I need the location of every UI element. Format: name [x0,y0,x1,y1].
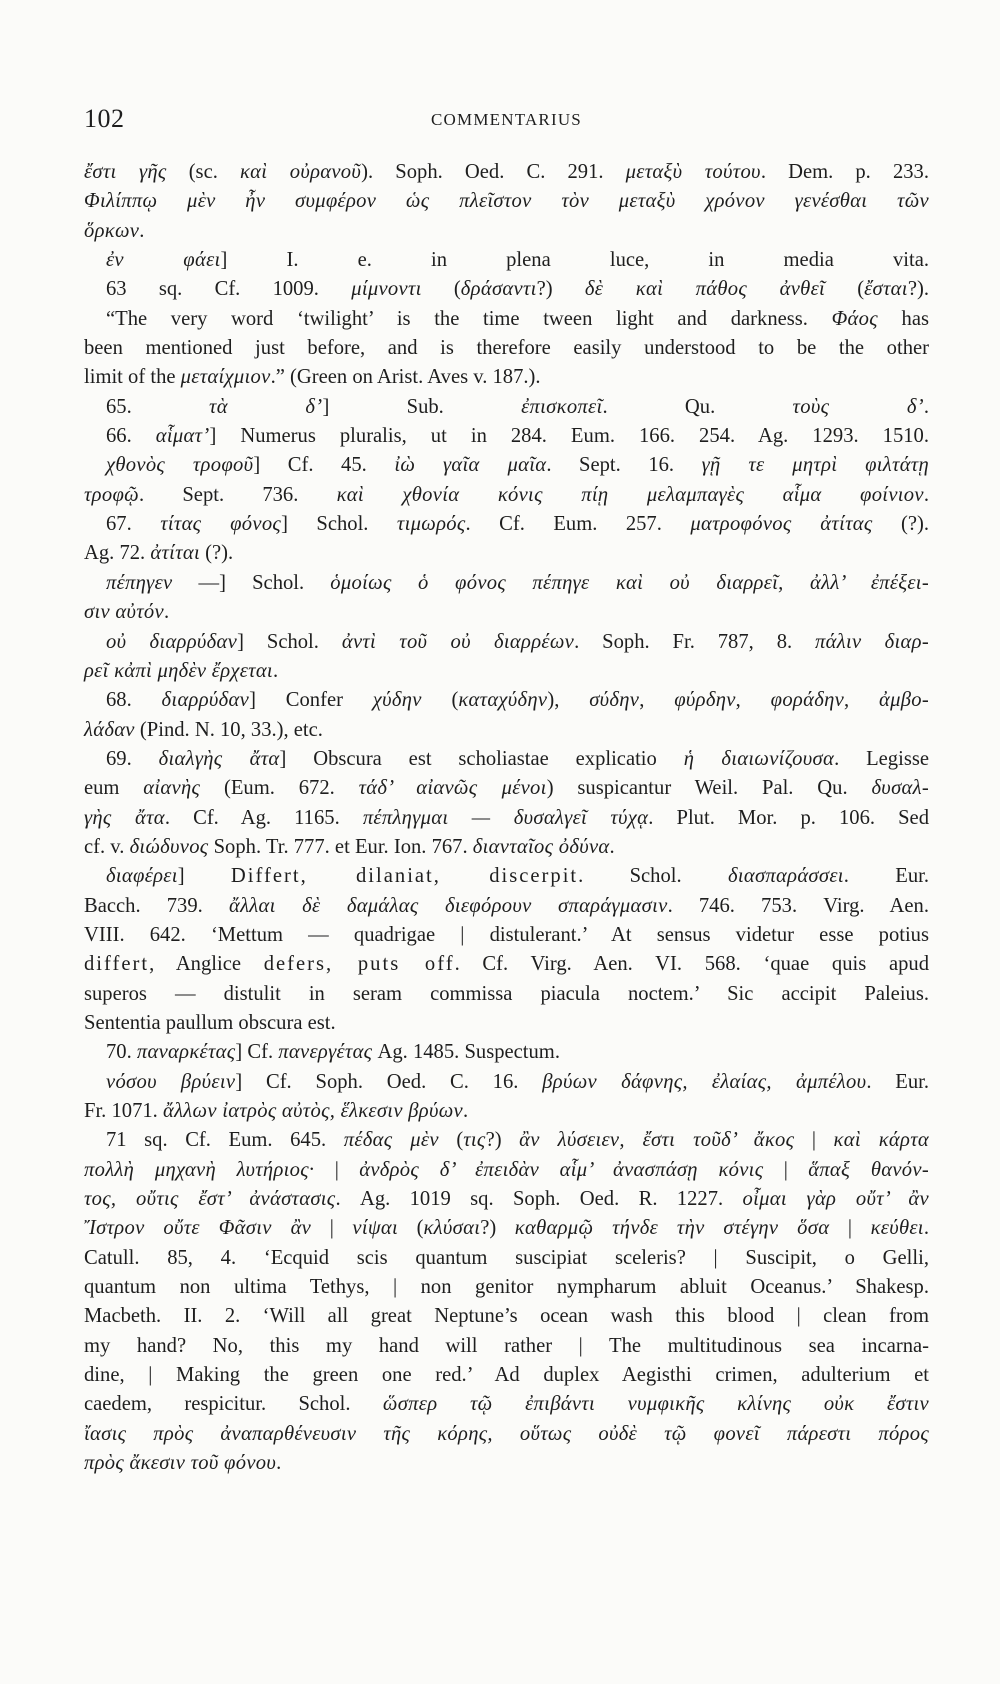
text-line [84,1097,929,1126]
text-segment: Φάος [831,307,878,330]
text-segment: Ag. 1485. Suspectum. [372,1041,560,1064]
text-segment: ] Sub. [322,395,522,418]
text-line [84,1361,929,1390]
text-segment: πάλιν διαρ- [815,630,929,653]
text-line [84,539,929,568]
text-segment: has [877,307,929,330]
text-segment: been mentioned just before, and is therefore easily understood to be the other [84,337,929,360]
text-segment: , [735,689,771,712]
text-line [84,892,929,921]
text-segment: ] Cf. Soph. Oed. C. 16. [235,1070,543,1093]
text-segment: ). Soph. Oed. C. 291. [361,161,626,183]
text-line [84,246,929,275]
text-line [84,1332,929,1361]
text-segment: . [923,483,929,506]
text-segment: . Cf. Ag. 1165. [164,806,363,829]
text-segment: 66. [106,425,156,448]
text-segment: . Soph. Fr. 787, 8. [574,630,816,653]
text-segment: ( [398,1217,424,1240]
text-segment: Macbeth. II. 2. ‘Will all great Neptune’s ocean wash this blood | clean from [84,1305,929,1328]
text-segment: . [272,659,279,682]
text-segment: ] Schol. [237,630,342,653]
text-segment: ἐν φάει [106,249,221,272]
text-line [84,1302,929,1331]
text-line [84,774,929,803]
text-segment: τάδ’ αἰανῶς μένοι [358,777,547,800]
text-segment: ἀνδρὸς δ’ ἐπειδὰν αἷμ’ ἀνασπάσῃ κόνις [359,1158,764,1181]
text-segment: ] Confer [249,689,373,712]
text-segment: δὲ καὶ πάθος ἀνθεῖ [584,278,826,301]
text-segment: γῇ τε μητρὶ φιλτάτῃ [701,454,929,477]
text-segment: ] I. e. in plena luce, in media vita. [220,249,929,272]
text-line [84,275,929,304]
text-segment: ἀμβο- [879,689,930,712]
text-segment: ( [438,1129,464,1152]
text-segment: σύδην [589,689,640,712]
text-line [84,716,929,745]
text-segment: καὶ οὐρανοῦ [239,161,362,183]
text-line [84,1068,929,1097]
text-line [84,1156,929,1185]
text-segment: ἴασις πρὸς ἀναπαρθένευσιν τῆς κόρης, οὕτως οὐδὲ τῷ φονεῖ πάρεστι πόρος [84,1422,929,1445]
text-segment: . Sept. 16. [546,454,702,477]
text-segment: differt [84,953,150,976]
text-line [84,1273,929,1302]
text-line [84,1449,929,1478]
text-segment: Soph. Tr. 777. et Eur. Ion. 767. [208,835,473,858]
text-line [84,481,929,510]
text-segment: cf. v. [84,835,130,858]
text-segment: . Qu. [602,395,793,418]
text-segment: αἰανὴς [143,777,201,800]
text-line [84,686,929,715]
text-segment: . Eur. [866,1070,930,1093]
text-segment: τίτας φόνος [160,513,282,536]
text-segment: (?). [872,513,929,536]
text-segment: eum [84,777,144,800]
text-segment: Ἴστρον οὔτε Φᾶσιν ἂν [84,1217,312,1240]
text-segment: (?). [199,542,234,565]
text-segment: δυσαλ- [871,777,930,800]
text-line [84,451,929,480]
text-line [84,363,929,392]
commentary-text [84,158,929,1478]
text-segment: . Cf. Virg. Aen. VI. 568. ‘quae quis apud [454,953,929,976]
page-number: 102 [84,104,125,133]
text-segment: διώδυνος [129,835,209,858]
text-segment: 65. [106,395,210,418]
text-line [84,1244,929,1273]
text-segment: διασπαράσσει [727,865,844,888]
text-line [84,950,929,979]
text-segment: ?) [485,1129,520,1152]
text-segment: ἀντὶ τοῦ οὐ διαρρέων [341,630,575,653]
text-segment: πέπηγεν [106,571,173,594]
text-segment: ἔσται [864,278,908,301]
text-line [84,305,929,334]
text-segment: .” (Green on Arist. Aves v. 187.). [270,366,541,389]
text-segment: . [276,1452,282,1475]
text-segment: πρὸς ἄκεσιν τοῦ φόνου [84,1452,277,1475]
text-segment: 71 sq. Cf. Eum. 645. [106,1129,344,1152]
text-line [84,745,929,774]
text-segment: ] Obscura est scholiastae explicatio [279,747,684,770]
text-segment: ] Schol. [281,513,397,536]
text-segment: limit of the [84,366,181,389]
text-segment: quantum non ultima Tethys, | non genitor nympharum abluit Oceanus.’ Shakesp. [84,1276,929,1299]
text-segment: δράσαντι [460,278,537,301]
text-line [84,628,929,657]
text-segment: τροφῷ [84,483,139,506]
text-segment: Fr. 1071. [84,1100,163,1122]
text-segment: . Legisse [834,747,929,770]
text-segment: ?). [907,278,929,301]
text-segment: ἔστι γῆς [84,161,167,183]
text-line [84,1009,929,1038]
text-line [84,158,929,187]
text-segment: καὶ κάρτα [833,1129,929,1152]
text-segment: 70. [106,1041,137,1064]
text-segment: 68. [106,689,162,712]
text-segment: 67. [106,513,161,536]
text-line [84,1390,929,1419]
text-segment: πολλὴ μηχανὴ λυτήριος· [84,1158,315,1181]
text-segment: ἡ διαιωνίζουσα [683,747,835,770]
text-segment: ( [825,278,865,301]
text-line [84,804,929,833]
text-segment: ρεῖ κἀπὶ μηδὲν ἔρχεται [84,659,273,682]
text-segment: διανταῖος ὀδύνα [472,835,610,858]
text-segment: | [763,1158,809,1181]
text-segment: my hand? No, this my hand will rather | The multitudinous sea incarna- [84,1334,929,1357]
text-segment: ὅρκων [84,219,140,242]
text-segment: ), [547,689,590,712]
text-segment: μεταξὺ τούτου [625,161,761,183]
text-line [84,1214,929,1243]
text-segment: καταχύδην [458,689,548,712]
text-segment: —] Schol. [172,571,331,594]
text-segment: ( [421,689,459,712]
text-segment: χύδην [372,689,422,712]
text-segment: καὶ χθονία κόνις πίῃ μελαμπαγὲς αἷμα φοίνιον [336,483,924,506]
text-segment: ἂν λύσειεν, ἔστι τοῦδ’ ἄκος [519,1129,795,1152]
text-segment: ἄλλαι δὲ δαμάλας διεφόρουν σπαράγμασιν [228,894,668,917]
text-segment: caedem, respicitur. Schol. [84,1393,383,1416]
text-segment: πέδας μὲν [343,1129,439,1152]
text-segment: superos — distulit in seram commissa piacula noctem.’ Sic accipit Paleius. [84,982,929,1005]
text-segment: “The very word ‘twilight’ is the time tween light and darkness. [106,307,832,330]
text-segment: αἷματ’ [155,425,210,448]
text-segment: (Pind. N. 10, 33.), etc. [134,718,323,741]
text-segment: λάδαν [84,718,135,741]
text-segment: οἶμαι γὰρ οὔτ’ ἂν [742,1188,929,1211]
running-head: COMMENTARIUS [431,110,582,129]
text-segment: VIII. 642. ‘Mettum — quadrigae | distulerant.’ At sensus videtur esse potius [84,923,929,946]
text-segment: . [463,1100,469,1122]
text-segment: τιμωρός [396,513,466,536]
text-segment: διαφέρει [106,865,178,888]
text-segment: Ag. 72. [84,542,151,565]
text-segment: . [163,601,170,624]
text-line [84,510,929,539]
text-segment: ἄλλων ἰατρὸς αὐτὸς, ἕλκεσιν βρύων [162,1100,463,1122]
text-line [84,1185,929,1214]
text-segment: γὴς ἄτα [84,806,165,829]
text-segment: Catull. 85, 4. ‘Ecquid scis quantum suscipiat sceleris? | Suscipit, o Gelli, [84,1246,929,1269]
text-segment: ] Cf. 45. [253,454,395,477]
text-line [84,187,929,216]
text-segment: . [923,395,930,418]
page-header [84,104,929,138]
text-segment: κεύθει [870,1217,924,1240]
text-segment: | [794,1129,834,1152]
text-segment: ἰὼ γαῖα μαῖα [394,454,547,477]
text-segment: Φιλίππῳ μὲν ἦν συμφέρον ὡς πλεῖστον τὸν μεταξὺ χρόνον γενέσθαι τῶν [84,190,929,213]
text-segment: | [311,1217,353,1240]
text-segment: defers, puts off [263,953,455,976]
text-segment: μίμνοντι [351,278,422,301]
text-segment: ?) [536,278,585,301]
text-segment: τὰ δ’ [209,395,323,418]
text-segment: 69. [106,747,159,770]
text-line [84,393,929,422]
text-segment: φύρδην [674,689,736,712]
text-segment: . [139,219,145,242]
text-segment: ἅπαξ θανόν- [808,1158,929,1181]
text-segment: πέπληγμαι — δυσαλγεῖ τύχᾳ [362,806,649,829]
text-line [84,1420,929,1449]
text-segment: ] Cf. [235,1041,279,1064]
text-segment: dine, | Making the green one red.’ Ad duplex Aegisthi crimen, adulterium et [84,1364,929,1387]
text-line [84,833,929,862]
text-segment: τις [463,1129,486,1152]
text-segment: . Eur. [843,865,929,888]
text-segment: (Eum. 672. [200,777,359,800]
text-segment: , Anglice [149,953,264,976]
text-segment: Bacch. 739. [84,894,229,917]
text-segment: , [639,689,675,712]
text-segment: ?) [480,1217,515,1240]
text-segment: ] [177,865,231,888]
text-segment: Sententia paullum obscura est. [84,1011,336,1034]
text-segment: Differt, dilaniat, discerpit [230,865,579,888]
text-line [84,980,929,1009]
text-segment: σιν αὐτόν [84,601,164,624]
text-segment: ] Numerus pluralis, ut in 284. Eum. 166. 254. Ag. 1293. 1510. [209,425,929,448]
text-line [84,657,929,686]
text-segment: πανεργέτας [278,1041,373,1064]
text-line [84,217,929,246]
text-line [84,1038,929,1067]
text-line [84,862,929,891]
text-segment: νίψαι [352,1217,399,1240]
text-segment: διαλγὴς ἄτα [158,747,280,770]
text-line [84,921,929,950]
text-segment: . 746. 753. Virg. Aen. [667,894,929,917]
text-segment: τοὺς δ’ [792,395,924,418]
text-segment: διαρρύδαν [161,689,250,712]
text-segment: καθαρμῷ τήνδε τὴν στέγην ὅσα [514,1217,830,1240]
text-segment: . Plut. Mor. p. 106. Sed [648,806,929,829]
text-segment: 63 sq. Cf. 1009. [106,278,352,301]
text-segment: | [314,1158,360,1181]
text-segment: . Sept. 736. [139,483,337,506]
text-segment: κλύσαι [423,1217,481,1240]
text-line [84,334,929,363]
text-segment: ) suspicantur Weil. Pal. Qu. [546,777,872,800]
text-segment: βρύων δάφνης, ἐλαίας, ἀμπέλου [542,1070,867,1093]
text-segment: τος, οὔτις ἔστ’ ἀνάστασις [84,1188,336,1211]
text-segment: | [829,1217,871,1240]
text-segment: ἀτίται [150,542,200,565]
text-segment: (sc. [166,161,240,183]
text-segment: ἐπισκοπεῖ [521,395,603,418]
text-segment: φοράδην [770,689,845,712]
text-line [84,569,929,598]
text-segment: νόσου βρύειν [106,1070,236,1093]
text-segment: , [844,689,879,712]
text-segment: ματροφόνος ἀτίτας [690,513,873,536]
text-segment: . Cf. Eum. 257. [465,513,691,536]
text-line [84,422,929,451]
text-segment: χθονὸς τροφοῦ [106,454,254,477]
text-segment: . Dem. p. 233. [760,161,929,183]
text-segment: παναρκέτας [136,1041,236,1064]
text-line [84,598,929,627]
text-segment: ( [421,278,461,301]
text-segment: . [923,1217,929,1240]
text-segment: . [609,835,615,858]
text-segment: . Ag. 1019 sq. Soph. Oed. R. 1227. [335,1188,743,1211]
text-segment: οὐ διαρρύδαν [106,630,238,653]
text-line [84,1126,929,1155]
text-segment: . Schol. [578,865,728,888]
text-segment: μεταίχμιον [180,366,271,389]
text-segment: ὁμοίως ὁ φόνος πέπηγε καὶ οὐ διαρρεῖ, ἀλλ’ ἐπέξει- [330,571,929,594]
text-segment: ὥσπερ τῷ ἐπιβάντι νυμφικῆς κλίνης οὐκ ἔστιν [382,1393,929,1416]
